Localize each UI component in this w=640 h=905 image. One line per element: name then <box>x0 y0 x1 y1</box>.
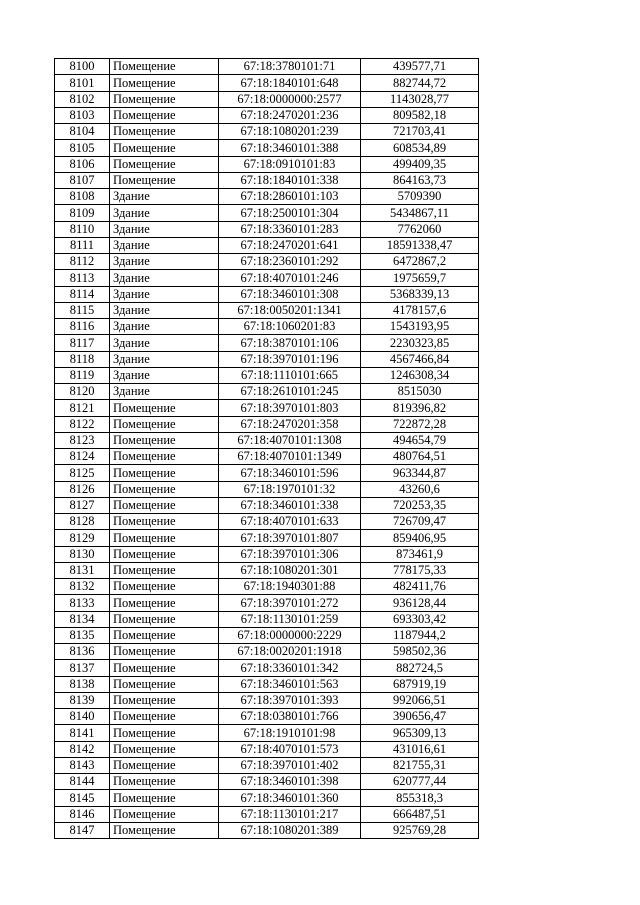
cadastral-value-cell: 936128,44 <box>361 595 479 611</box>
cadastral-value-cell: 608534,89 <box>361 140 479 156</box>
object-type-cell: Помещение <box>110 497 219 513</box>
row-number-cell: 8137 <box>55 660 110 676</box>
cadastral-value-cell: 5368339,13 <box>361 286 479 302</box>
cadastral-number-cell: 67:18:1840101:338 <box>219 172 361 188</box>
object-type-cell: Здание <box>110 286 219 302</box>
cadastral-value-cell: 882744,72 <box>361 75 479 91</box>
cadastral-number-cell: 67:18:2470201:236 <box>219 107 361 123</box>
object-type-cell: Помещение <box>110 790 219 806</box>
row-number-cell: 8133 <box>55 595 110 611</box>
table-row <box>55 75 479 91</box>
object-type-cell: Помещение <box>110 822 219 838</box>
cadastral-number-cell: 67:18:0000000:2229 <box>219 627 361 643</box>
row-number-cell: 8103 <box>55 107 110 123</box>
row-number-cell: 8132 <box>55 579 110 595</box>
object-type-cell: Помещение <box>110 692 219 708</box>
cadastral-number-cell: 67:18:1080201:301 <box>219 562 361 578</box>
cadastral-value-cell: 693303,42 <box>361 611 479 627</box>
cadastral-value-cell: 925769,28 <box>361 822 479 838</box>
cadastral-value-cell: 2230323,85 <box>361 335 479 351</box>
row-number-cell: 8145 <box>55 790 110 806</box>
cadastral-value-cell: 431016,61 <box>361 741 479 757</box>
cadastral-value-cell: 1543193,95 <box>361 319 479 335</box>
object-type-cell: Здание <box>110 254 219 270</box>
row-number-cell: 8129 <box>55 530 110 546</box>
cadastral-value-cell: 499409,35 <box>361 156 479 172</box>
cadastral-number-cell: 67:18:0000000:2577 <box>219 91 361 107</box>
table-body <box>55 59 479 839</box>
cadastral-number-cell: 67:18:1970101:32 <box>219 481 361 497</box>
cadastral-value-cell: 859406,95 <box>361 530 479 546</box>
table-row <box>55 59 479 75</box>
cadastral-number-cell: 67:18:0020201:1918 <box>219 644 361 660</box>
object-type-cell: Помещение <box>110 156 219 172</box>
row-number-cell: 8117 <box>55 335 110 351</box>
cadastral-number-cell: 67:18:1080201:389 <box>219 822 361 838</box>
cadastral-value-cell: 864163,73 <box>361 172 479 188</box>
object-type-cell: Помещение <box>110 757 219 773</box>
cadastral-number-cell: 67:18:3460101:398 <box>219 774 361 790</box>
table-row <box>55 189 479 205</box>
row-number-cell: 8140 <box>55 709 110 725</box>
table-row <box>55 644 479 660</box>
object-type-cell: Здание <box>110 302 219 318</box>
row-number-cell: 8112 <box>55 254 110 270</box>
cadastral-value-cell: 873461,9 <box>361 546 479 562</box>
cadastral-value-cell: 43260,6 <box>361 481 479 497</box>
cadastral-number-cell: 67:18:4070101:246 <box>219 270 361 286</box>
table-row <box>55 432 479 448</box>
cadastral-value-cell: 5434867,11 <box>361 205 479 221</box>
row-number-cell: 8121 <box>55 400 110 416</box>
object-type-cell: Здание <box>110 335 219 351</box>
row-number-cell: 8111 <box>55 237 110 253</box>
cadastral-number-cell: 67:18:3870101:106 <box>219 335 361 351</box>
object-type-cell: Помещение <box>110 709 219 725</box>
row-number-cell: 8109 <box>55 205 110 221</box>
table-row <box>55 465 479 481</box>
row-number-cell: 8122 <box>55 416 110 432</box>
object-type-cell: Помещение <box>110 514 219 530</box>
cadastral-value-cell: 992066,51 <box>361 692 479 708</box>
object-type-cell: Помещение <box>110 465 219 481</box>
row-number-cell: 8110 <box>55 221 110 237</box>
cadastral-value-cell: 482411,76 <box>361 579 479 595</box>
cadastral-number-cell: 67:18:3460101:596 <box>219 465 361 481</box>
cadastral-number-cell: 67:18:2360101:292 <box>219 254 361 270</box>
row-number-cell: 8142 <box>55 741 110 757</box>
row-number-cell: 8108 <box>55 189 110 205</box>
cadastral-number-cell: 67:18:3780101:71 <box>219 59 361 75</box>
table-row <box>55 709 479 725</box>
object-type-cell: Помещение <box>110 741 219 757</box>
object-type-cell: Помещение <box>110 416 219 432</box>
cadastral-value-cell: 963344,87 <box>361 465 479 481</box>
object-type-cell: Помещение <box>110 676 219 692</box>
table-row <box>55 774 479 790</box>
cadastral-number-cell: 67:18:1130101:259 <box>219 611 361 627</box>
cadastral-value-cell: 1143028,77 <box>361 91 479 107</box>
table-row <box>55 660 479 676</box>
table-row <box>55 384 479 400</box>
cadastral-number-cell: 67:18:3460101:563 <box>219 676 361 692</box>
table-row <box>55 367 479 383</box>
table-row <box>55 302 479 318</box>
table-row <box>55 579 479 595</box>
object-type-cell: Помещение <box>110 124 219 140</box>
cadastral-number-cell: 67:18:2500101:304 <box>219 205 361 221</box>
cadastral-number-cell: 67:18:3970101:306 <box>219 546 361 562</box>
cadastral-number-cell: 67:18:3360101:283 <box>219 221 361 237</box>
row-number-cell: 8146 <box>55 806 110 822</box>
cadastral-value-cell: 4567466,84 <box>361 351 479 367</box>
object-type-cell: Помещение <box>110 562 219 578</box>
table-row <box>55 351 479 367</box>
object-type-cell: Помещение <box>110 172 219 188</box>
table-row <box>55 254 479 270</box>
table-row <box>55 286 479 302</box>
cadastral-number-cell: 67:18:3970101:402 <box>219 757 361 773</box>
table-row <box>55 124 479 140</box>
cadastral-value-cell: 4178157,6 <box>361 302 479 318</box>
object-type-cell: Помещение <box>110 432 219 448</box>
table-row <box>55 156 479 172</box>
row-number-cell: 8124 <box>55 449 110 465</box>
object-type-cell: Помещение <box>110 595 219 611</box>
object-type-cell: Здание <box>110 270 219 286</box>
row-number-cell: 8139 <box>55 692 110 708</box>
object-type-cell: Помещение <box>110 59 219 75</box>
cadastral-number-cell: 67:18:3970101:393 <box>219 692 361 708</box>
object-type-cell: Помещение <box>110 579 219 595</box>
object-type-cell: Помещение <box>110 75 219 91</box>
row-number-cell: 8115 <box>55 302 110 318</box>
table-row <box>55 237 479 253</box>
object-type-cell: Здание <box>110 384 219 400</box>
table-row <box>55 725 479 741</box>
table-row <box>55 449 479 465</box>
table-row <box>55 676 479 692</box>
object-type-cell: Помещение <box>110 774 219 790</box>
row-number-cell: 8113 <box>55 270 110 286</box>
row-number-cell: 8141 <box>55 725 110 741</box>
table-row <box>55 757 479 773</box>
row-number-cell: 8147 <box>55 822 110 838</box>
cadastral-value-cell: 720253,35 <box>361 497 479 513</box>
row-number-cell: 8118 <box>55 351 110 367</box>
object-type-cell: Здание <box>110 189 219 205</box>
row-number-cell: 8134 <box>55 611 110 627</box>
row-number-cell: 8144 <box>55 774 110 790</box>
object-type-cell: Помещение <box>110 400 219 416</box>
row-number-cell: 8135 <box>55 627 110 643</box>
cadastral-number-cell: 67:18:1110101:665 <box>219 367 361 383</box>
cadastral-value-cell: 726709,47 <box>361 514 479 530</box>
cadastral-number-cell: 67:18:2610101:245 <box>219 384 361 400</box>
cadastral-value-cell: 666487,51 <box>361 806 479 822</box>
cadastral-value-cell: 687919,19 <box>361 676 479 692</box>
cadastral-number-cell: 67:18:1910101:98 <box>219 725 361 741</box>
cadastral-number-cell: 67:18:4070101:633 <box>219 514 361 530</box>
table-row <box>55 319 479 335</box>
object-type-cell: Здание <box>110 319 219 335</box>
row-number-cell: 8102 <box>55 91 110 107</box>
table-row <box>55 822 479 838</box>
table-row <box>55 692 479 708</box>
table-row <box>55 497 479 513</box>
cadastral-number-cell: 67:18:3460101:308 <box>219 286 361 302</box>
cadastral-number-cell: 67:18:1840101:648 <box>219 75 361 91</box>
cadastral-number-cell: 67:18:3970101:272 <box>219 595 361 611</box>
row-number-cell: 8104 <box>55 124 110 140</box>
cadastral-value-cell: 390656,47 <box>361 709 479 725</box>
object-type-cell: Помещение <box>110 91 219 107</box>
object-type-cell: Здание <box>110 351 219 367</box>
row-number-cell: 8131 <box>55 562 110 578</box>
table-row <box>55 221 479 237</box>
object-type-cell: Помещение <box>110 546 219 562</box>
cadastral-value-cell: 778175,33 <box>361 562 479 578</box>
object-type-cell: Здание <box>110 205 219 221</box>
object-type-cell: Помещение <box>110 449 219 465</box>
row-number-cell: 8116 <box>55 319 110 335</box>
row-number-cell: 8143 <box>55 757 110 773</box>
object-type-cell: Помещение <box>110 725 219 741</box>
cadastral-value-cell: 809582,18 <box>361 107 479 123</box>
row-number-cell: 8136 <box>55 644 110 660</box>
table-row <box>55 270 479 286</box>
cadastral-number-cell: 67:18:3970101:803 <box>219 400 361 416</box>
object-type-cell: Помещение <box>110 481 219 497</box>
object-type-cell: Здание <box>110 237 219 253</box>
cadastral-value-cell: 6472867,2 <box>361 254 479 270</box>
cadastral-number-cell: 67:18:2470201:641 <box>219 237 361 253</box>
object-type-cell: Помещение <box>110 627 219 643</box>
row-number-cell: 8127 <box>55 497 110 513</box>
cadastral-value-cell: 882724,5 <box>361 660 479 676</box>
table-row <box>55 400 479 416</box>
row-number-cell: 8138 <box>55 676 110 692</box>
table-row <box>55 107 479 123</box>
table-row <box>55 514 479 530</box>
row-number-cell: 8120 <box>55 384 110 400</box>
table-row <box>55 530 479 546</box>
cadastral-number-cell: 67:18:1060201:83 <box>219 319 361 335</box>
table-row <box>55 611 479 627</box>
cadastral-number-cell: 67:18:4070101:1308 <box>219 432 361 448</box>
cadastral-number-cell: 67:18:0910101:83 <box>219 156 361 172</box>
table-row <box>55 806 479 822</box>
cadastral-value-cell: 439577,71 <box>361 59 479 75</box>
cadastral-value-cell: 494654,79 <box>361 432 479 448</box>
object-type-cell: Помещение <box>110 611 219 627</box>
cadastral-number-cell: 67:18:2470201:358 <box>219 416 361 432</box>
table-row <box>55 790 479 806</box>
cadastral-number-cell: 67:18:2860101:103 <box>219 189 361 205</box>
row-number-cell: 8119 <box>55 367 110 383</box>
table-row <box>55 140 479 156</box>
cadastral-value-cell: 1975659,7 <box>361 270 479 286</box>
cadastral-value-cell: 1187944,2 <box>361 627 479 643</box>
object-type-cell: Помещение <box>110 107 219 123</box>
cadastral-value-cell: 722872,28 <box>361 416 479 432</box>
cadastral-number-cell: 67:18:0050201:1341 <box>219 302 361 318</box>
row-number-cell: 8126 <box>55 481 110 497</box>
row-number-cell: 8101 <box>55 75 110 91</box>
table-row <box>55 562 479 578</box>
row-number-cell: 8130 <box>55 546 110 562</box>
cadastral-number-cell: 67:18:3970101:196 <box>219 351 361 367</box>
cadastral-value-cell: 8515030 <box>361 384 479 400</box>
table-row <box>55 741 479 757</box>
object-type-cell: Помещение <box>110 140 219 156</box>
cadastral-number-cell: 67:18:3460101:338 <box>219 497 361 513</box>
cadastral-value-cell: 480764,51 <box>361 449 479 465</box>
cadastral-value-cell: 721703,41 <box>361 124 479 140</box>
cadastral-number-cell: 67:18:1080201:239 <box>219 124 361 140</box>
table-row <box>55 595 479 611</box>
row-number-cell: 8106 <box>55 156 110 172</box>
cadastral-value-cell: 5709390 <box>361 189 479 205</box>
table-row <box>55 172 479 188</box>
cadastral-number-cell: 67:18:4070101:1349 <box>219 449 361 465</box>
cadastral-number-cell: 67:18:0380101:766 <box>219 709 361 725</box>
object-type-cell: Помещение <box>110 806 219 822</box>
row-number-cell: 8123 <box>55 432 110 448</box>
object-type-cell: Помещение <box>110 644 219 660</box>
row-number-cell: 8105 <box>55 140 110 156</box>
table-row <box>55 627 479 643</box>
cadastral-number-cell: 67:18:3460101:360 <box>219 790 361 806</box>
object-type-cell: Здание <box>110 221 219 237</box>
cadastral-value-cell: 598502,36 <box>361 644 479 660</box>
row-number-cell: 8128 <box>55 514 110 530</box>
cadastral-value-cell: 1246308,34 <box>361 367 479 383</box>
table-row <box>55 91 479 107</box>
object-type-cell: Здание <box>110 367 219 383</box>
table-row <box>55 546 479 562</box>
object-type-cell: Помещение <box>110 530 219 546</box>
row-number-cell: 8125 <box>55 465 110 481</box>
cadastral-number-cell: 67:18:1130101:217 <box>219 806 361 822</box>
table-row <box>55 416 479 432</box>
cadastral-number-cell: 67:18:1940301:88 <box>219 579 361 595</box>
cadastral-value-cell: 620777,44 <box>361 774 479 790</box>
cadastral-value-cell: 18591338,47 <box>361 237 479 253</box>
cadastral-value-cell: 819396,82 <box>361 400 479 416</box>
cadastral-value-cell: 821755,31 <box>361 757 479 773</box>
row-number-cell: 8100 <box>55 59 110 75</box>
cadastral-number-cell: 67:18:3360101:342 <box>219 660 361 676</box>
table-row <box>55 205 479 221</box>
cadastral-value-cell: 965309,13 <box>361 725 479 741</box>
cadastral-number-cell: 67:18:3460101:388 <box>219 140 361 156</box>
table-row <box>55 335 479 351</box>
property-table <box>54 58 479 839</box>
row-number-cell: 8107 <box>55 172 110 188</box>
cadastral-value-cell: 7762060 <box>361 221 479 237</box>
cadastral-number-cell: 67:18:3970101:807 <box>219 530 361 546</box>
table-row <box>55 481 479 497</box>
object-type-cell: Помещение <box>110 660 219 676</box>
cadastral-value-cell: 855318,3 <box>361 790 479 806</box>
cadastral-number-cell: 67:18:4070101:573 <box>219 741 361 757</box>
row-number-cell: 8114 <box>55 286 110 302</box>
